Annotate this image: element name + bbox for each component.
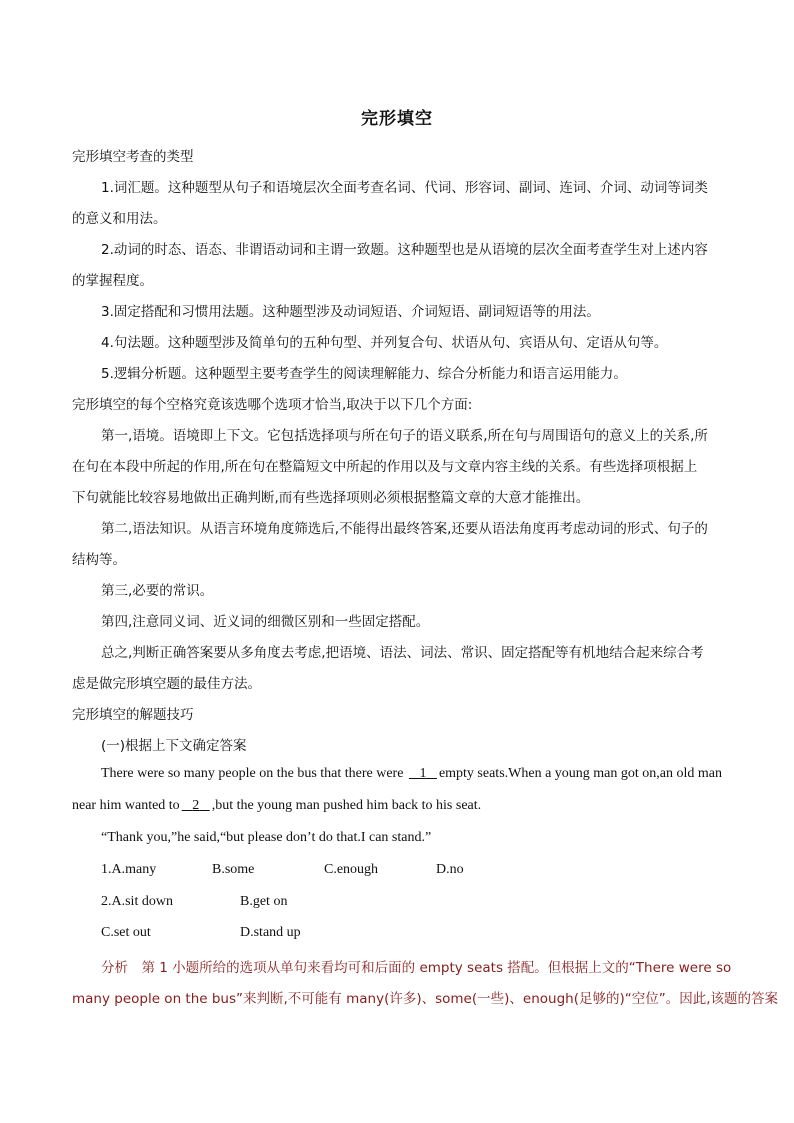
paragraph-line: 5.逻辑分析题。这种题型主要考查学生的阅读理解能力、综合分析能力和语言运用能力。 <box>101 366 627 382</box>
option-2a: 2.A.sit down <box>101 894 173 909</box>
sub-heading: (一)根据上下文确定答案 <box>101 738 247 754</box>
paragraph-line: 的意义和用法。 <box>72 211 167 227</box>
blank-1 <box>407 766 439 782</box>
paragraph-line: 第四,注意同义词、近义词的细微区别和一些固定搭配。 <box>101 614 430 630</box>
paragraph-line: 结构等。 <box>72 552 126 568</box>
paragraph-line: 下句就能比较容易地做出正确判断,而有些选择项则必须根据整篇文章的大意才能推出。 <box>72 490 590 506</box>
section-heading-types: 完形填空考查的类型 <box>72 149 194 165</box>
option-2d: D.stand up <box>240 925 301 940</box>
option-1b: B.some <box>212 862 255 877</box>
passage-text: ,but the young man pushed him back to his seat. <box>211 798 482 813</box>
passage-text: empty seats.When a young man got on,an old man <box>438 766 722 781</box>
section-heading-tips: 完形填空的解题技巧 <box>72 707 194 723</box>
aspects-intro: 完形填空的每个空格究竟该选哪个选项才恰当,取决于以下几个方面: <box>72 397 473 413</box>
option-1d: D.no <box>436 862 464 877</box>
paragraph-line: 2.动词的时态、语态、非谓语动词和主谓一致题。这种题型也是从语境的层次全面考查学生对上述内容 <box>101 242 708 258</box>
passage-line <box>72 798 481 814</box>
paragraph-line: 在句在本段中所起的作用,所在句在整篇短文中所起的作用以及与文章内容主线的关系。有些选择项根据上 <box>72 459 698 475</box>
blank-number: 2 <box>192 798 200 813</box>
paragraph-line: 虑是做完形填空题的最佳方法。 <box>72 676 261 692</box>
option-2b: B.get on <box>240 894 288 909</box>
paragraph-line: 第三,必要的常识。 <box>101 583 214 599</box>
blank-number: 1 <box>419 766 427 781</box>
paragraph-line: 第一,语境。语境即上下文。它包括选择项与所在句子的语义联系,所在句与周围语句的意义上的关系,所 <box>101 428 708 444</box>
option-1c: C.enough <box>324 862 379 877</box>
page-title: 完形填空 <box>361 109 433 129</box>
passage-line: “Thank you,”he said,“but please don’t do that.I can stand.” <box>101 830 432 845</box>
paragraph-line: 3.固定搭配和习惯用法题。这种题型涉及动词短语、介词短语、副词短语等的用法。 <box>101 304 600 320</box>
option-2c: C.set out <box>101 925 151 940</box>
paragraph-line: 4.句法题。这种题型涉及简单句的五种句型、并列复合句、状语从句、宾语从句、定语从句等。 <box>101 335 668 351</box>
analysis-line: many people on the bus”来判断,不可能有 many(许多)、some(一些)、enough(足够的)“空位”。因此,该题的答案 <box>72 991 779 1007</box>
analysis-line: 分析 第 1 小题所给的选项从单句来看均可和后面的 empty seats 搭配。但根据上文的“There were so <box>101 960 732 976</box>
paragraph-line: 的掌握程度。 <box>72 273 153 289</box>
paragraph-line: 总之,判断正确答案要从多角度去考虑,把语境、语法、词法、常识、固定搭配等有机地结合起来综合考 <box>101 645 704 661</box>
option-1a: 1.A.many <box>101 862 157 877</box>
passage-text: near him wanted to <box>72 798 180 813</box>
passage-text: There were so many people on the bus that there were <box>101 766 404 781</box>
blank-2 <box>180 798 212 814</box>
passage-line <box>101 766 722 782</box>
paragraph-line: 1.词汇题。这种题型从句子和语境层次全面考查名词、代词、形容词、副词、连词、介词、动词等词类 <box>101 180 708 196</box>
paragraph-line: 第二,语法知识。从语言环境角度筛选后,不能得出最终答案,还要从语法角度再考虑动词的形式、句子的 <box>101 521 708 537</box>
